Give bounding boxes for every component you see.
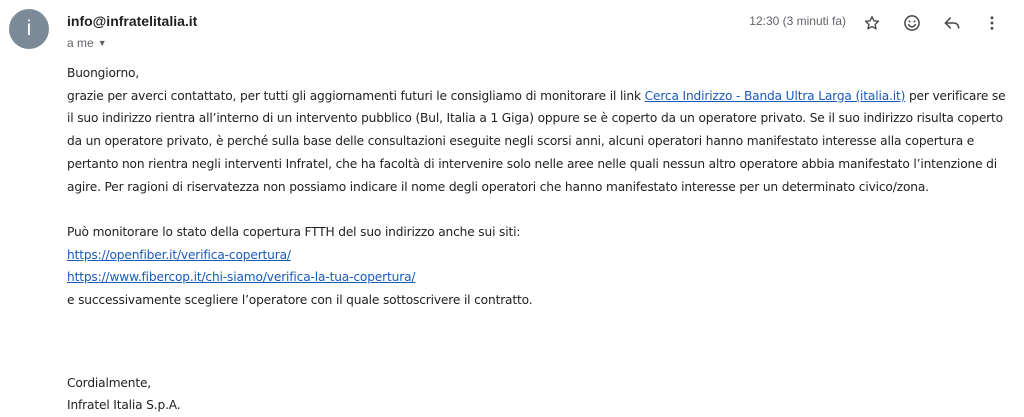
link-cerca-indirizzo[interactable]: Cerca Indirizzo - Banda Ultra Larga (italia.it) (644, 88, 906, 103)
reply-icon (942, 13, 962, 33)
star-button[interactable] (858, 10, 886, 36)
paragraph-sites-outro: e successivamente scegliere l’operatore con il quale sottoscrivere il contratto. (67, 293, 533, 308)
more-vert-icon (983, 14, 1001, 32)
spacer (67, 312, 1007, 372)
link-line-openfiber (67, 244, 1007, 267)
greeting: Buongiorno, (67, 66, 140, 80)
sender-avatar[interactable]: i (9, 9, 49, 49)
message-actions (858, 10, 1006, 36)
message-timestamp: 12:30 (3 minuti fa) (749, 14, 846, 28)
reply-button[interactable] (938, 10, 966, 36)
paragraph-main (67, 85, 1007, 199)
sender-email[interactable]: info@infratelitalia.it (67, 13, 198, 29)
spacer (67, 198, 1007, 221)
signature: Infratel Italia S.p.A. (67, 398, 181, 413)
paragraph-main-end: per verificare se il suo indirizzo rientra all’interno di un intervento pubblico (Bul, Italia a 1 Giga) oppure se è coperto da un operatore privato. Se il suo indirizzo risulta coperto da un operatore privato, è perché sulla base delle consultazioni eseguite negli scorsi anni, alcuni operatori hanno manifestato interesse alla copertura e pertanto non rientra negli interventi Infratel, che ha facoltà di intervenire solo nelle aree nelle quali nessun altro operatore abbia manifestato l’intenzione di agire. Per ragioni di riservatezza non possiamo indicare il nome degli operatori che hanno manifestato interesse per un determinato civico/zona. (67, 88, 1006, 194)
star-icon (863, 14, 881, 32)
recipient-label: a me (67, 36, 94, 50)
paragraph-main-start: grazie per averci contattato, per tutti gli aggiornamenti futuri le consigliamo di monitorare il link (67, 88, 645, 103)
recipient-details-toggle[interactable] (67, 36, 107, 50)
link-fibercop[interactable]: https://www.fibercop.it/chi-siamo/verifica-la-tua-copertura/ (67, 270, 416, 285)
closing: Cordialmente, (67, 375, 152, 390)
message-body (67, 62, 1007, 417)
chevron-down-icon: ▼ (97, 38, 107, 48)
more-options-button[interactable] (978, 10, 1006, 36)
paragraph-sites-intro: Può monitorare lo stato della copertura FTTH del suo indirizzo anche sui siti: (67, 224, 521, 239)
emoji-reaction-button[interactable] (898, 10, 926, 36)
link-line-fibercop (67, 266, 1007, 289)
link-openfiber[interactable]: https://openfiber.it/verifica-copertura/ (67, 247, 291, 262)
emoji-icon (902, 13, 922, 33)
